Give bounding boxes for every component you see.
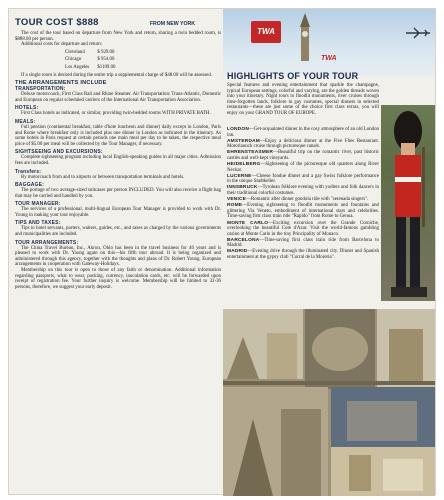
- from-new-york: FROM NEW YORK: [149, 21, 195, 27]
- meals-paragraph: Full pension (continental breakfast, table d'hote luncheon and dinner) daily except in London, Paris and Rome where breakfast only is included plus one dinner in London as indicated in the itinerary. As some hotels in Paris request at certain periods one main meal per day to be taken, the respective meal price of $5.00 per meal will be collected by the Tour Manager, if necessary.: [15, 124, 221, 147]
- twa-logo-text: TWA: [257, 27, 275, 36]
- left-column: [15, 17, 221, 290]
- fare-table: [63, 48, 124, 73]
- city-item: MONTE CARLO—Exciting excursion over the Grande Corniche, overlooking the beautiful Cote d'Azur. Visit the world-famous gambling casino at Monte Carlo in the tiny Principality of Monaco.: [227, 220, 379, 237]
- city-name: AMSTERDAM: [227, 138, 260, 144]
- city-name: MADRID: [227, 249, 248, 255]
- city-item: HEIDELBERG—Sightseeing of the picturesque old quarters along River Neckar.: [227, 162, 379, 173]
- baggage-paragraph: The portage of two average-sized suitcases per person INCLUDED. You will also receive a flight bag that may be carried and handled by you.: [15, 188, 221, 199]
- city-item: AMSTERDAM—Enjoy a delicious dinner at the Five Flies Restaurant. Motorlaunch cruise through picturesque canals.: [227, 138, 379, 150]
- hotels-heading: HOTELS:: [15, 105, 39, 112]
- city-text: Cheese fondue dinner and a gay Swiss folklore performance in the unique Stadtkeller.: [227, 173, 379, 185]
- city-name: ROME: [227, 203, 243, 209]
- fare-city: Chicago: [65, 57, 82, 63]
- city-text: Beautiful trip on the romantic river, past historic castles and well-kept vineyards.: [227, 150, 379, 161]
- sightseeing-paragraph: Complete sightseeing program including local English-speaking guides in all major cities. Admission fees are included.: [15, 155, 221, 166]
- city-item: EHRENSTEASMER—Beautiful trip on the romantic river, past historic castles and well-kept vineyards.: [227, 150, 379, 161]
- sightseeing-heading: SIGHTSEEING AND EXCURSIONS:: [15, 149, 103, 156]
- city-text: Enjoy a delicious dinner at the Five Flies Restaurant. Motorlaunch cruise through picturesque canals.: [227, 138, 379, 150]
- city-item: MADRID—Evening drive through the illuminated city. Dinner and Spanish entertainment at the gypsy club "Corral de la Moreria".: [227, 249, 379, 261]
- city-item: VENICE—Romantic after dinner gondola ride with "serenada singers".: [227, 197, 369, 203]
- city-text: Evening sightseeing to floodlit monuments and fountains and glittering Via Veneto, embodiment of international stars and celebrities. Time-saving first class train ride "Rapido" from Rome to Genoa.: [227, 203, 379, 220]
- fare-row: [65, 57, 122, 63]
- cost-paragraph: The cost of the tour based on departure from New York and return, sharing a twin bedded room, is $888.00 per person.: [15, 31, 221, 42]
- twa-logo: [251, 21, 281, 43]
- fare-price: $ 929.00: [97, 49, 115, 55]
- transportation-heading: TRANSPORTATION:: [15, 86, 66, 93]
- city-name: BARCELONA: [227, 237, 260, 243]
- city-name: VENICE: [227, 197, 247, 203]
- tour-cost-title: TOUR COST $888: [15, 17, 99, 28]
- fare-city: Los Angeles: [65, 64, 90, 70]
- landmarks-collage-illustration: [223, 309, 435, 496]
- city-text: Tyrolean folklore evening with yodlers and folk dancers in their traditional colorful costumes.: [227, 185, 379, 197]
- single-room-paragraph: If a single room is desired during the entire trip a supplemental charge of $48.00 will be assessed.: [21, 72, 213, 78]
- big-ben-tower-icon: [297, 13, 313, 61]
- european-landmarks-collage: [223, 309, 435, 496]
- city-name: HEIDELBERG: [227, 162, 261, 168]
- royal-guard-photo: [381, 105, 435, 301]
- meals-heading: MEALS:: [15, 118, 36, 125]
- tour-manager-paragraph: The services of a professional, multi-lingual European Tour Manager is provided to work with Dr. Young in making your tour enjoyable.: [15, 207, 221, 218]
- arrangements-heading: THE ARRANGEMENTS INCLUDE: [15, 80, 107, 87]
- city-text: Time-saving first class train ride from Barcelona to Madrid.: [227, 237, 379, 249]
- city-item: LONDON—Get-acquainted dinner in the cosy atmosphere of an old London inn.: [227, 127, 379, 138]
- city-item: ROME—Evening sightseeing to floodlit monuments and fountains and glittering Via Veneto, embodiment of international stars and celebrities. Time-saving first class train ride "Rapido" from Rome to Genoa.: [227, 203, 379, 220]
- city-text: Sightseeing of the picturesque old quarters along River Neckar.: [227, 162, 379, 173]
- transportation-paragraph: Deluxe motorcoach, First Class Rail and Rhine Steamer. Air Transportation: Trans-Atlantic, Domestic and European on regular scheduled carriers of the International Air Transportation Association.: [15, 92, 221, 103]
- city-highlights-list: [227, 127, 379, 261]
- fare-row: [65, 65, 122, 71]
- tour-manager-heading: TOUR MANAGER:: [15, 201, 61, 208]
- tour-arrangements-heading: TOUR ARRANGEMENTS:: [15, 239, 79, 246]
- city-item: LUCERNE—Cheese fondue dinner and a gay Swiss folklore performance in the unique Stadtkeller.: [227, 173, 379, 185]
- city-name: INNSBRUCK: [227, 185, 258, 191]
- city-text: Romantic after dinner gondola ride with "serenada singers".: [250, 197, 369, 203]
- tips-taxes-heading: TIPS AND TAXES:: [15, 220, 61, 227]
- twa-tag-text: TWA: [321, 55, 337, 62]
- transfers-heading: Transfers:: [15, 168, 42, 175]
- city-text: Get-acquainted dinner in the cosy atmosphere of an old London inn.: [227, 127, 379, 138]
- baggage-heading: BAGGAGE:: [15, 182, 45, 189]
- city-text: Exciting excursion over the Grande Corniche, overlooking the beautiful Cote d'Azur. Visit the world-famous gambling casino at Monte Carlo in the tiny Principality of Monaco.: [227, 220, 379, 237]
- city-name: LONDON: [227, 127, 249, 132]
- highlights-intro: Special features and evening entertainment that sparkle the champagne, typical European settings, colorful and varying, are the golden threads woven into your itinerary. Night tours to floodlit monuments, river cruises through time-forgotten lands, folklore in gay costumes, special dinners in selected restaurants—these are just some of the choice first class extras, you will enjoy on your GRAND TOUR OF EUROPE.: [227, 83, 379, 116]
- fare-price: $ 954.00: [97, 57, 115, 63]
- city-item: BARCELONA—Time-saving first class train ride from Barcelona to Madrid.: [227, 237, 379, 249]
- fare-city: Cleveland: [65, 49, 85, 55]
- city-name: EHRENSTEASMER: [227, 150, 274, 156]
- additional-costs-label: Additional costs for departure and return:: [21, 42, 103, 48]
- airplane-icon: [405, 27, 431, 39]
- right-column: [223, 9, 435, 496]
- hotels-paragraph: First Class hotels as indicated, or similar, providing twin-bedded rooms WITH PRIVATE BATH.: [21, 111, 211, 117]
- fare-row: [65, 50, 122, 56]
- fare-price: $1109.00: [97, 64, 116, 70]
- tips-taxes-paragraph: Tips to hotel servants, porters, waiters, guides, etc., and taxes as charged by the various governments and municipalities are included.: [15, 226, 221, 238]
- brochure-page: [8, 8, 436, 495]
- tour-arrangements-paragraph-1: The China Travel Bureau, Inc., Akron, Ohio has been in the travel business for 46 years and is pleased to work with Dr. Young again on this—his fifth tour abroad. It is being organized and administered through this agency, together with the thoughts and plans of Dr. Robert Young. European arrangements in cooperation with Gateway-Holidays.: [15, 245, 221, 268]
- cost-header: [15, 17, 221, 28]
- transfers-paragraph: By motorcoach from and to airports or between transportation terminals and hotels.: [21, 174, 185, 180]
- london-tower-photo: [223, 9, 435, 77]
- city-name: LUCERNE: [227, 173, 252, 179]
- city-text: Evening drive through the illuminated city. Dinner and Spanish entertainment at the gypsy club "Corral de la Moreria".: [227, 249, 379, 261]
- city-item: INNSBRUCK—Tyrolean folklore evening with yodlers and folk dancers in their traditional colorful costumes.: [227, 185, 379, 197]
- highlights-heading: HIGHLIGHTS OF YOUR TOUR: [227, 71, 359, 81]
- royal-guard-illustration: [381, 105, 435, 301]
- city-name: MONTE CARLO: [227, 220, 269, 226]
- tour-arrangements-paragraph-2: Membership on this tour is open to those of any faith or denomination. Additional information regarding passports, what to wear, packing, currency, inoculation cards, etc. will be forwarded upon receipt of registration fee. Your further inquiry is welcome. Membership will be limited to 32-36 persons, therefore, we suggest your early deposit.: [15, 268, 221, 290]
